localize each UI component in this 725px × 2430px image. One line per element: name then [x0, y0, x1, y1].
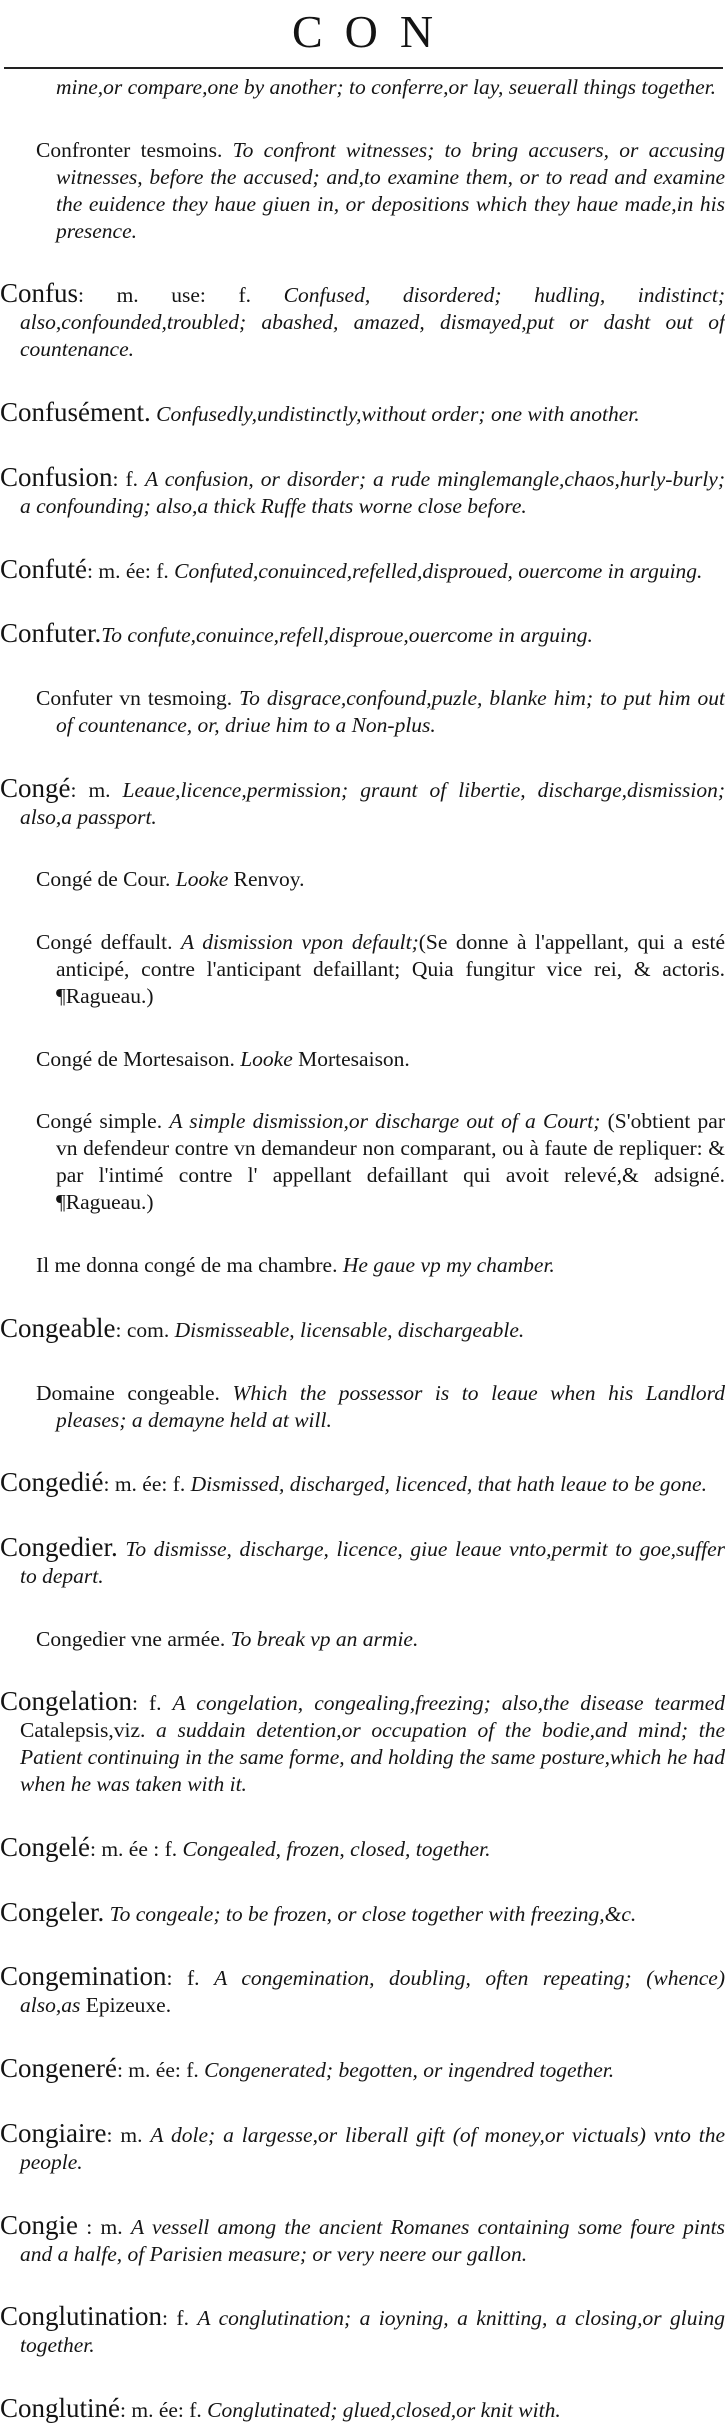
- headword: Congé: [0, 772, 71, 803]
- header-rule: [4, 67, 723, 69]
- definition-text: Confuted,conuinced,refelled,disproued, ouercome in arguing.: [174, 558, 703, 583]
- entry-text: : f.: [162, 2306, 198, 2331]
- headword: Confuté: [0, 553, 87, 584]
- dictionary-entry: [0, 1469, 725, 1498]
- dictionary-entry: [0, 399, 725, 428]
- definition-text: Looke: [240, 1046, 293, 1071]
- definition-text: Dismisseable, licensable, dischargeable.: [174, 1317, 525, 1342]
- headword: Congedier.: [0, 1531, 118, 1562]
- dictionary-subentry: [0, 1252, 725, 1279]
- dictionary-subentry: [0, 929, 725, 1010]
- definition-text: Confused, disordered; hudling, indistinct; also,confounded,troubled; abashed, amazed, dismayed,put or dasht out of countenance.: [20, 283, 725, 362]
- entry-text: : m.: [106, 2122, 151, 2147]
- dictionary-entry: [0, 553, 725, 585]
- dictionary-entry: [0, 2117, 725, 2176]
- headword: Conglutination: [0, 2301, 162, 2332]
- dictionary-subentry: [0, 137, 725, 245]
- dictionary-entry: [0, 280, 725, 363]
- definition-text: A confusion, or disorder; a rude minglemangle,chaos,hurly-burly; a confounding; also,a thick Ruffe thats worne close before.: [20, 466, 725, 518]
- entry-text: Congedier vne armée.: [36, 1626, 231, 1651]
- entry-text: : m. ée: f.: [103, 1472, 191, 1497]
- headword: Congelation: [0, 1686, 132, 1717]
- entry-text: : m. ée : f.: [89, 1837, 183, 1862]
- entry-text: (Se donne à l'appellant, qui a esté anticipé, contre l'anticipant defaillant; Quia fungitur vice rei, & actoris. ¶Ragueau.): [56, 930, 725, 1009]
- definition-text: To disgrace,confound,puzle, blanke him; to put him out of countenance, or, driue him to a Non-plus.: [56, 685, 725, 737]
- entry-text: : com.: [115, 1317, 175, 1342]
- dictionary-subentry: [0, 1108, 725, 1216]
- entry-text: Congé de Mortesaison.: [36, 1046, 241, 1071]
- entry-text: Domaine congeable.: [36, 1380, 233, 1405]
- definition-text: He gaue vp my chamber.: [342, 1253, 555, 1278]
- entry-text: : f.: [166, 1966, 215, 1991]
- entry-text: : m. ée: f.: [87, 558, 175, 583]
- headword: Confus: [0, 278, 79, 309]
- dictionary-subentry: [0, 866, 725, 893]
- definition-text: a suddain detention,or occupation of the bodie,and mind; the Patient continuing in the same forme, and holding the same posture,which he had when he was taken with it.: [20, 1718, 725, 1797]
- definition-text: A conglutination; a ioyning, a knitting, a closing,or gluing together.: [20, 2306, 725, 2358]
- entry-list: [0, 74, 725, 2424]
- headword: Congie: [0, 2209, 78, 2240]
- entry-continuation: [0, 74, 725, 101]
- definition-text: Leaue,licence,permission; graunt of libertie, discharge,dismission; also,a passport.: [20, 777, 725, 829]
- dictionary-entry: [0, 1531, 725, 1590]
- definition-text: A simple dismission,or discharge out of a Court;: [169, 1109, 601, 1134]
- headword: Congemination: [0, 1961, 167, 1992]
- dictionary-subentry: [0, 1626, 725, 1653]
- entry-text: Epizeuxe.: [80, 1993, 172, 2018]
- entry-text: Mortesaison.: [292, 1046, 410, 1071]
- entry-text: Congé deffault.: [36, 930, 181, 955]
- entry-text: : m. ée: f.: [116, 2058, 205, 2083]
- definition-text: A congemination, doubling, often repeating; (whence) also,as: [20, 1966, 725, 2018]
- running-head: CON: [291, 6, 456, 57]
- headword: Congeneré: [0, 2053, 117, 2084]
- entry-text: : m.: [78, 2214, 131, 2239]
- dictionary-entry: [0, 461, 725, 520]
- definition-text: A dole; a largesse,or liberall gift (of money,or victuals) vnto the people.: [20, 2122, 725, 2174]
- entry-text: Il me donna congé de ma chambre.: [36, 1253, 343, 1278]
- dictionary-entry: [0, 2209, 725, 2268]
- headword: Congeler.: [0, 1896, 105, 1927]
- dictionary-entry: [0, 1963, 725, 2019]
- dictionary-subentry: [0, 1380, 725, 1434]
- headword: Confuter.: [0, 618, 102, 649]
- headword: Congedié: [0, 1467, 104, 1498]
- entry-text: : m. use: f.: [78, 283, 284, 308]
- headword: Congelé: [0, 1832, 90, 1863]
- entry-text: Congé simple.: [36, 1109, 170, 1134]
- dictionary-entry: [0, 1896, 725, 1928]
- definition-text: To confute,conuince,refell,disproue,ouercome in arguing.: [101, 623, 593, 648]
- entry-text: : f.: [131, 1691, 173, 1716]
- headword: Congeable: [0, 1312, 116, 1343]
- definition-text: To congeale; to be frozen, or close together with freezing,&c.: [109, 1901, 637, 1926]
- definition-text: Which the possessor is to leaue when his Landlord pleases; a demayne held at will.: [56, 1380, 725, 1432]
- entry-text: Congé de Cour.: [36, 867, 176, 892]
- dictionary-entry: [0, 2392, 725, 2424]
- definition-text: Conglutinated; glued,closed,or knit with.: [207, 2397, 561, 2422]
- definition-text: mine,or compare,one by another; to conferre,or lay, seuerall things together.: [56, 75, 717, 99]
- definition-text: A vessell among the ancient Romanes containing some foure pints and a halfe, of Parisien measure; or very neere our gallon.: [20, 2214, 725, 2266]
- entry-text: Catalepsis,viz.: [20, 1718, 157, 1743]
- definition-text: Confusedly,undistinctly,without order; one with another.: [156, 402, 640, 427]
- definition-text: Dismissed, discharged, licenced, that hath leaue to be gone.: [190, 1472, 707, 1497]
- entry-text: : m.: [70, 777, 123, 802]
- dictionary-entry: [0, 1312, 725, 1344]
- headword: Confusément.: [0, 397, 151, 428]
- dictionary-subentry: [0, 685, 725, 739]
- definition-text: Looke: [175, 867, 229, 892]
- dictionary-subentry: [0, 1046, 725, 1073]
- headword: Confusion: [0, 461, 113, 492]
- entry-text: Confronter tesmoins.: [36, 137, 233, 162]
- definition-text: To confront witnesses; to bring accusers, or accusing witnesses, before the accused; and,to examine them, or to read and examine the euidence they haue giuen in, or depositions which they haue made,in his presence.: [56, 137, 725, 243]
- dictionary-entry: [0, 620, 725, 649]
- dictionary-entry: [0, 1688, 725, 1798]
- headword: Congiaire: [0, 2117, 107, 2148]
- dictionary-entry: [0, 2055, 725, 2084]
- entry-text: Renvoy.: [228, 867, 305, 892]
- dictionary-entry: [0, 2303, 725, 2359]
- definition-text: A congelation, congealing,freezing; also,the disease tearmed: [172, 1691, 725, 1716]
- definition-text: Congealed, frozen, closed, together.: [182, 1837, 491, 1862]
- headword: Conglutiné: [0, 2392, 120, 2423]
- dictionary-entry: [0, 772, 725, 831]
- entry-text: : m. ée: f.: [120, 2397, 208, 2422]
- entry-text: Confuter vn tesmoing.: [36, 685, 240, 710]
- definition-text: To dismisse, discharge, licence, giue leaue vnto,permit to goe,suffer to depart.: [20, 1536, 725, 1588]
- dictionary-entry: [0, 1834, 725, 1863]
- definition-text: To break vp an armie.: [230, 1626, 419, 1651]
- entry-text: : f.: [112, 466, 146, 491]
- definition-text: Congenerated; begotten, or ingendred together.: [204, 2058, 615, 2083]
- definition-text: A dismission vpon default;: [181, 930, 419, 955]
- entry-text: (S'obtient par vn defendeur contre vn demandeur non comparant, ou à faute de repliquer: & par l'intimé contre l' appellant defaillant qui avoit relevé,& adsigné. ¶Ragueau.): [56, 1109, 725, 1215]
